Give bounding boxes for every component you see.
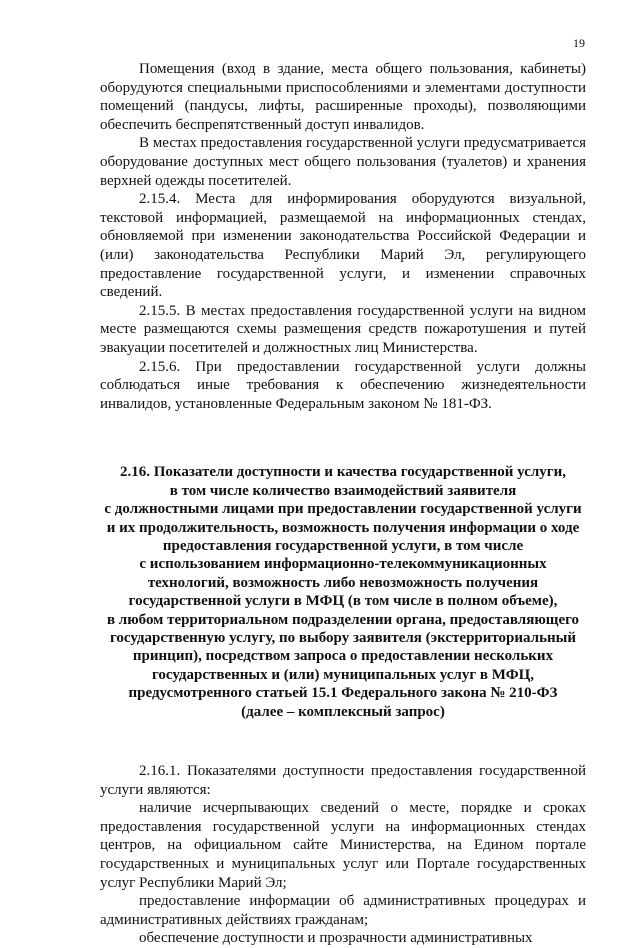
paragraph-premises: Помещения (вход в здание, места общего пользования, кабинеты) оборудуются специальными приспособлениями и элементами доступности помещений (пандусы, лифты, расширенные проходы), позволяющими обеспечить беспрепятственный доступ инвалидов. [100, 61, 586, 133]
heading-line: предусмотренного статьей 15.1 Федерального закона № 210-ФЗ [128, 685, 558, 702]
heading-line: с использованием информационно-телекоммуникационных [139, 556, 547, 573]
heading-line: государственную услугу, по выбору заявителя (экстерриториальный [109, 629, 577, 646]
heading-line: предоставления государственной услуги, в том числе [162, 537, 524, 554]
heading-line: 2.16. Показатели доступности и качества государственной услуги, [120, 464, 566, 481]
heading-line: и их продолжительность, возможность получения информации о ходе [106, 519, 580, 536]
section-heading-2-16 [100, 463, 586, 721]
paragraph-2-15-4: 2.15.4. Места для информирования оборудуются визуальной, текстовой информацией, размещаемой на информационных стендах, обновляемой при изменении законодательства Российской Федерации и (или) законодательства Республики Марий Эл, регулирующего предоставление государственной услуги, и изменении справочных сведений. [100, 191, 586, 301]
heading-line: (далее – комплексный запрос) [241, 703, 445, 720]
paragraph-transparency: обеспечение доступности и прозрачности административных [139, 930, 533, 947]
heading-line: в любом территориальном подразделении органа, предоставляющего [106, 611, 580, 628]
heading-line: принцип), посредством запроса о предоставлении нескольких [132, 648, 554, 665]
heading-line: технологий, возможность либо невозможность получения [147, 574, 539, 591]
page-number: 19 [573, 36, 585, 50]
heading-line: государственных и (или) муниципальных услуг в МФЦ, [151, 666, 535, 683]
paragraph-public-places: В местах предоставления государственной услуги предусматривается оборудование доступных мест общего пользования (туалетов) и хранения верхней одежды посетителей. [100, 135, 586, 189]
heading-line: государственной услуги в МФЦ (в том числе в полном объеме), [128, 593, 558, 610]
paragraph-2-16-1: 2.16.1. Показателями доступности предоставления государственной услуги являются: [100, 762, 586, 798]
paragraph-2-15-6: 2.15.6. При предоставлении государственной услуги должны соблюдаться иные требования к обеспечению жизнедеятельности инвалидов, установленные Федеральным законом № 181-ФЗ. [100, 358, 586, 412]
heading-line: с должностными лицами при предоставлении государственной услуги [104, 501, 582, 518]
paragraph-2-15-5: 2.15.5. В местах предоставления государственной услуги на видном месте размещаются схемы размещения средств пожаротушения и путей эвакуации посетителей и должностных лиц Министерства. [100, 302, 586, 356]
paragraph-administrative-procedures: предоставление информации об административных процедурах и административных действиях гражданам; [100, 893, 586, 928]
document-body [100, 60, 586, 948]
paragraph-information-availability: наличие исчерпывающих сведений о месте, порядке и сроках предоставления государственной услуги на информационных стендах центров, на официальном сайте Министерства, на Едином портале государственных и муниципальных услуг или Портале государственных услуг Республики Марий Эл; [100, 800, 586, 891]
heading-line: в том числе количество взаимодействий заявителя [169, 482, 517, 499]
